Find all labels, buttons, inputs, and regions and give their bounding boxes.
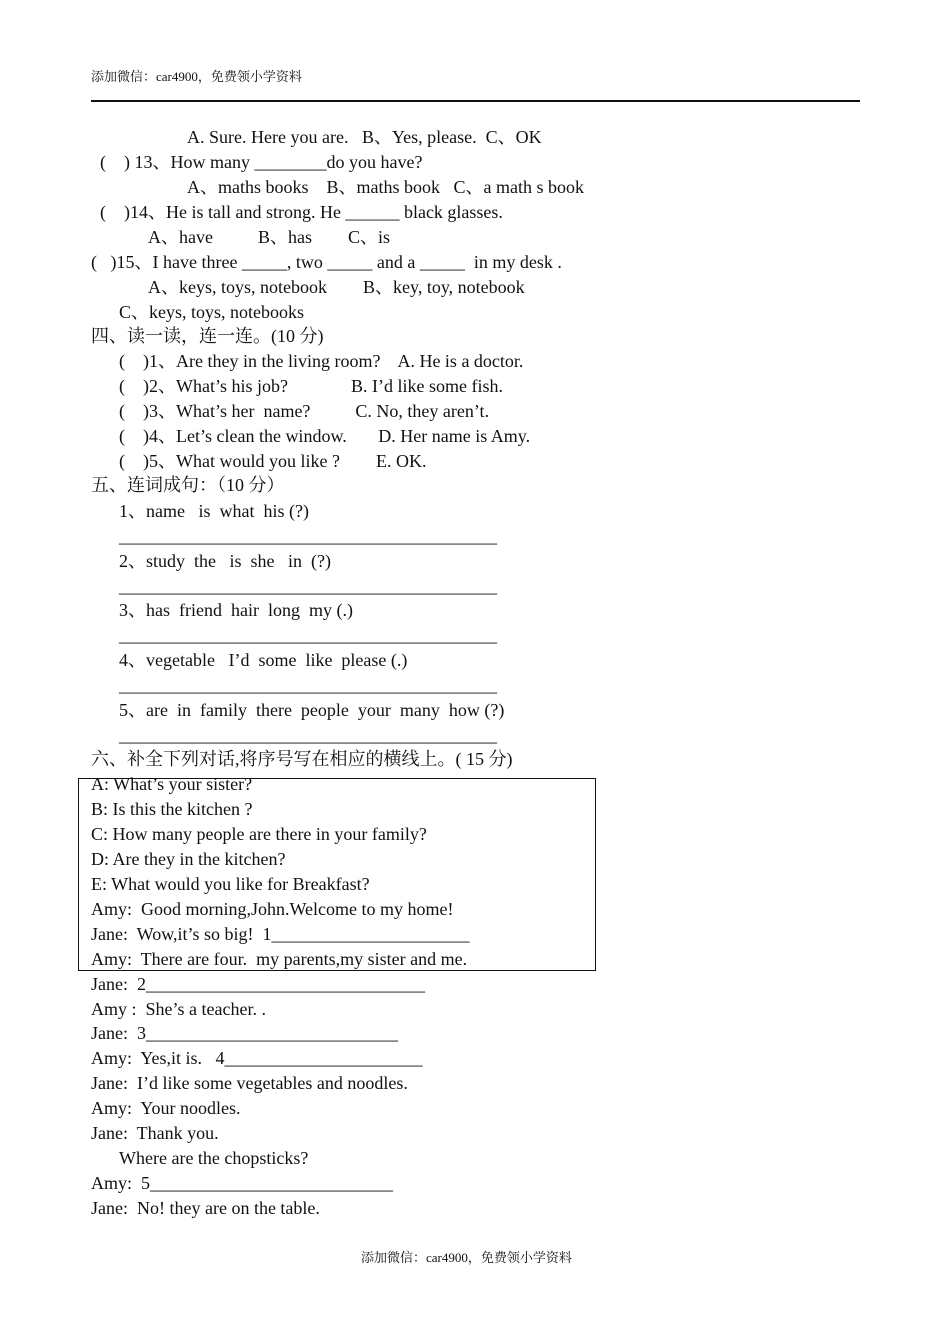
dialogue-line-7: Amy: Yes,it is. 4______________________ (91, 1048, 423, 1068)
dialogue-line-13: Jane: No! they are on the table. (91, 1198, 320, 1218)
q15-question: ( )15、I have three _____, two _____ and a _____ in my desk . (91, 252, 562, 272)
match-row-2: ( )2、What’s his job? B. I’d like some fish. (119, 376, 503, 396)
dialogue-line-9: Amy: Your noodles. (91, 1098, 241, 1118)
q14-options: A、have B、has C、is (148, 227, 390, 247)
header-divider (91, 100, 860, 102)
sentence-1-words: 1、name is what his (?) (119, 501, 309, 521)
q15-options-ab: A、keys, toys, notebook B、key, toy, notebook (148, 277, 525, 297)
q14-question: ( )14、He is tall and strong. He ______ black glasses. (100, 202, 503, 222)
sentence-1-answer-line: __________________________________________ (119, 526, 497, 546)
dialogue-line-8: Jane: I’d like some vegetables and noodles. (91, 1073, 408, 1093)
dialogue-line-11: Where are the chopsticks? (119, 1148, 309, 1168)
dialogue-line-12: Amy: 5___________________________ (91, 1173, 394, 1193)
match-row-4: ( )4、Let’s clean the window. D. Her name is Amy. (119, 426, 531, 446)
dialogue-line-2: Jane: Wow,it’s so big! 1______________________ (91, 924, 470, 944)
section-6-title: 六、补全下列对话,将序号写在相应的横线上。( 15 分) (91, 749, 513, 769)
section-4-title: 四、读一读，连一连。(10 分) (91, 326, 324, 346)
option-b: B: Is this the kitchen ? (91, 799, 253, 819)
section-5-title: 五、连词成句：（10 分） (91, 475, 285, 495)
match-row-5: ( )5、What would you like ? E. OK. (119, 451, 427, 471)
q15-options-c: C、keys, toys, notebooks (119, 302, 305, 322)
option-c: C: How many people are there in your family? (91, 824, 427, 844)
sentence-5-answer-line: __________________________________________ (119, 725, 497, 745)
page-footer: 添加微信：car4900，免费领小学资料 (361, 1250, 572, 1265)
sentence-3-answer-line: __________________________________________ (119, 625, 497, 645)
sentence-4-answer-line: __________________________________________ (119, 675, 497, 695)
q13-question: ( ) 13、How many ________do you have? (100, 152, 423, 172)
page-header: 添加微信：car4900，免费领小学资料 (91, 69, 302, 84)
match-row-3: ( )3、What’s her name? C. No, they aren’t. (119, 401, 490, 421)
option-e: E: What would you like for Breakfast? (91, 874, 370, 894)
sentence-5-words: 5、are in family there people your many how (?) (119, 700, 505, 720)
sentence-3-words: 3、has friend hair long my (.) (119, 600, 353, 620)
sentence-2-words: 2、study the is she in (?) (119, 551, 331, 571)
dialogue-line-3: Amy: There are four. my parents,my sister and me. (91, 949, 468, 969)
option-a: A: What’s your sister? (91, 774, 253, 794)
dialogue-line-6: Jane: 3____________________________ (91, 1023, 398, 1043)
option-d: D: Are they in the kitchen? (91, 849, 286, 869)
dialogue-line-1: Amy: Good morning,John.Welcome to my home! (91, 899, 454, 919)
match-row-1: ( )1、Are they in the living room? A. He is a doctor. (119, 351, 524, 371)
dialogue-line-4: Jane: 2_______________________________ (91, 974, 425, 994)
q12-options: A. Sure. Here you are. B、Yes, please. C、OK (187, 127, 542, 147)
dialogue-line-5: Amy : She’s a teacher. . (91, 999, 266, 1019)
dialogue-line-10: Jane: Thank you. (91, 1123, 219, 1143)
q13-options: A、maths books B、maths book C、a math s book (187, 177, 584, 197)
sentence-4-words: 4、vegetable I’d some like please (.) (119, 650, 408, 670)
sentence-2-answer-line: __________________________________________ (119, 576, 497, 596)
